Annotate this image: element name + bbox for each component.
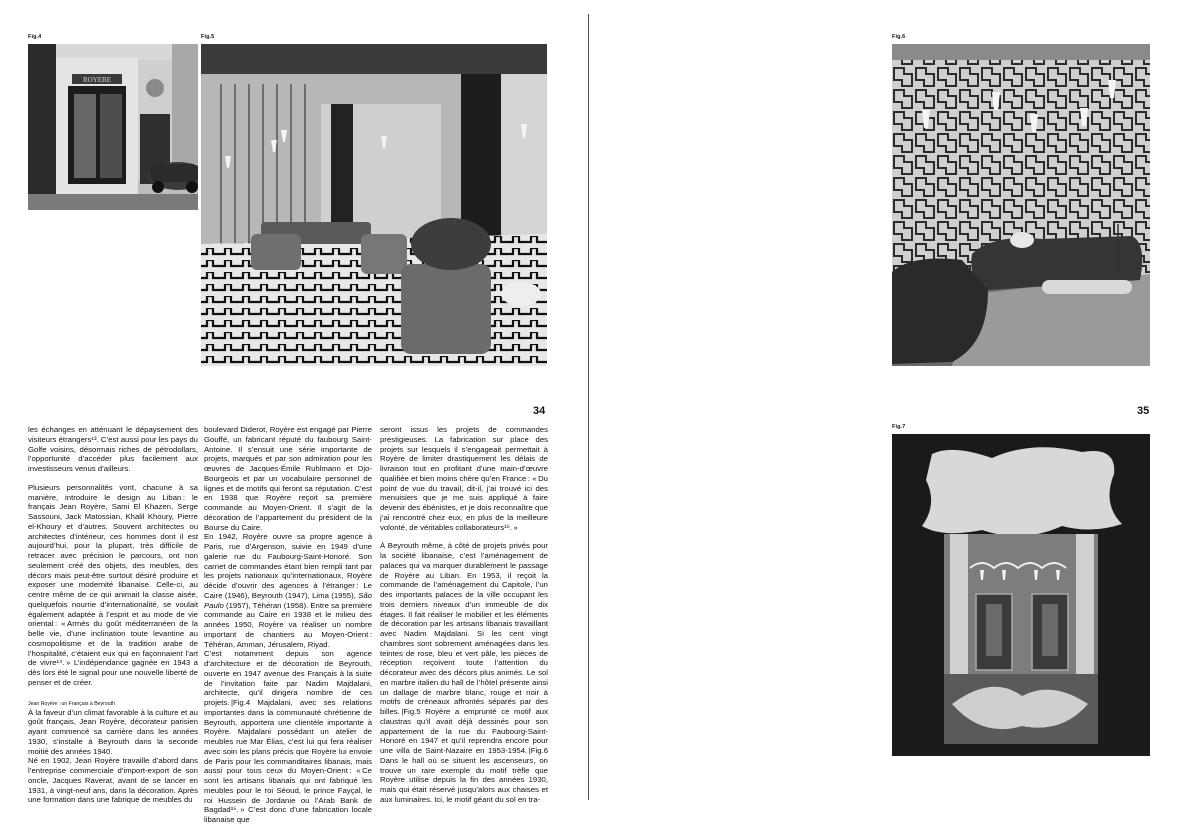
- fig6-lounge-photo: [892, 44, 1150, 366]
- fig4-label: Fig.4: [28, 34, 42, 40]
- text-column-2: [204, 425, 372, 825]
- col2-paragraph-2-start: En 1942, Royère ouvre sa propre agence à Paris, rue d’Argenson, suivie en 1949 d’une galerie rue du Faubourg-Saint-Honoré. Son carnet de commandes étant bien rempli tant par les projets nationaux qu’internationaux, Royère décide d’ouvrir des agences à l’étranger : Le Caire (1946), Beyrouth (1947), Lima (1955),: [204, 532, 372, 600]
- col1-paragraph-3: À la faveur d’un climat favorable à la culture et au goût français, Jean Royère, décorateur parisien ayant commencé sa carrière dans les années 1930, s’installe à Beyrouth dans la seconde moitié des années 1940.: [28, 707, 198, 756]
- book-spine: [588, 14, 589, 800]
- shop-sign-text: ROYERE: [83, 76, 111, 84]
- fig5-hotel-lobby-photo: [201, 44, 547, 366]
- fig7-elevator-hall-photo: [892, 434, 1150, 756]
- col2-paragraph-2: [204, 532, 372, 649]
- section-subheading: Jean Royère : un Français à Beyrouth: [28, 700, 115, 707]
- col3-paragraph-2: À Beyrouth même, à côté de projets privés pour la société libanaise, c’est l’aménagement de palaces qui va marquer durablement le passage de Royère au Liban. En 1953, il reçoit la commande de l’aménagement du Capitole, l’un des importants palaces de la ville occupant les trois derniers niveaux d’un immeuble de dix étages. Il fait réaliser le mobilier et les éléments de décoration par les artisans libanais travaillant avec Nadim Majdalani. Si les cent vingt chambres sont sobrement aménagées dans les teintes de rose, bleu et vert pâle, les pièces de réception reçoivent toute l’attention du décorateur avec des décors plus animés. Le sol en marbre italien du hall de l’hôtel présente ainsi un dallage de marbre blanc, rouge et noir à motifs de créneaux affrontés séparés par des billes. |Fig.5 Royère a emprunté ce motif aux claustras qu’il avait déjà dessinés pour son appartement de la rue du Faubourg-Saint-Honoré en 1947 et qu’il reprendra encore pour une villa de Saint-Nazaire en 1953-1954. |Fig.6 Dans le hall où se situent les ascenseurs, on trouve un rare exemple du motif trèfle que Royère utilise depuis la fin des années 1930, mais qui était réservé jusqu’alors aux chaises et aux luminaires. Ici, le motif géant du sol en tra-: [380, 541, 548, 804]
- col1-paragraph-1: les échanges en atténuant le dépaysement des visiteurs étrangers¹³. C’est aussi pour les pays du Golfe voisins, désormais riches de pétrodollars, l’opportunité d’accéder plus facilement aux investisseurs venus d’ailleurs.: [28, 425, 198, 473]
- col2-paragraph-1: boulevard Diderot, Royère est engagé par Pierre Gouffé, un fabricant réputé du faubourg Saint-Antoine. Il s’ensuit une série importante de projets, marqués et par son admiration pour les œuvres de Jacques-Émile Ruhlmann et Djo-Bourgeois et par un vocabulaire personnel de lignes et de motifs qui feront sa réputation. C’est en 1938 que Royère reçoit sa première commande au Moyen-Orient. Il s’agit de la décoration de l’appartement du président de la Bourse du Caire.: [204, 425, 372, 532]
- fig5-label: Fig.5: [201, 34, 215, 40]
- text-column-3: [380, 425, 548, 805]
- col2-paragraph-3: C’est notamment depuis son agence d’architecture et de décoration de Beyrouth, ouverte en 1947 avenue des Français à la suite de l’invitation faite par Nadim Majdalani, architecte, qu’il dirigera nombre de ces projets. |Fig.4 Majdalani, avec ses relations importantes dans la communauté chrétienne de Beyrouth, apportera une clientèle importante à Royère. Majdalani possédant un atelier de meubles rue Mar Élias, c’est lui qui fera réaliser avec soin les plans précis que Royère lui envoie de Paris pour les commanditaires libanais, mais aussi pour tous ceux du Moyen-Orient : « Ce sont les artisans libanais qui ont fabriqué les meubles pour le roi Séoud, le prince Fayçal, le roi Hussein de Jordanie ou l’Arab Bank de Bagdad¹⁵. » C’est donc d’une fabrication locale libanaise que: [204, 649, 372, 824]
- col1-paragraph-2: Plusieurs personnalités vont, chacune à sa manière, introduire le design au Liban : le français Jean Royère, Sami El Khazen, Serge Sassouni, Jack Matossian, Khalil Khoury, Pierre el-Khoury et d’autres. Souvent architectes ou architectes d’intérieur, ces hommes dont il est aujourd’hui, pour la plupart, très difficile de retracer avec précision le parcours, ont non seulement créé des objets, des meubles, des décors mais peut-être surtout désiré produire et exposer une modernité libanaise. Celle-ci, au centre même de ce qui animait la classe aisée, quelquefois nourrie d’internationalité, se voulait également adaptée à l’esprit et au mode de vie oriental : « Armés du goût méditerranéen de la belle vie, d’une inclination toute levantine au cosmopolitisme et de la tradition arabe de l’hospitalité, c’étaient eux qui en façonnaient l’art de vivre¹⁴. » L’indépendance gagnée en 1943 a dès lors été le signal pour une nouvelle liberté de penser et de créer.: [28, 482, 198, 687]
- col2-paragraph-2-end: (1957), Téhéran (1958). Entre sa première commande au Caire en 1938 et le milieu des années 1950, Royère va réaliser un nombre important de chantiers au Moyen-Orient : Téhéran, Amman, Jérusalem, Riyad.: [204, 600, 372, 649]
- col3-paragraph-1: seront issus les projets de commandes prestigieuses. La fabrication sur place des projets sur lesquels il s’engageait permettait à Royère de limiter drastiquement les délais de livraison tout en profitant d’une main-d’œuvre qualifiée et bien moins chère qu’en France : « Du point de vue du travail, dit-il, j’ai trouvé ici des menuisiers que je me suis appliqué à faire devenir des ébénistes, et je dois reconnaître que j’ai rencontré chez eux, en plus de la meilleure volonté, de véritables collaborateurs¹⁶. »: [380, 425, 548, 532]
- fig4-shopfront-photo: [28, 44, 198, 210]
- fig6-label: Fig.6: [892, 34, 906, 40]
- col1-paragraph-4: Né en 1902, Jean Royère travaille d’abord dans l’entreprise commerciale d’import-export de son oncle, Jacques Raverat, avant de se lancer en 1931, à vingt-neuf ans, dans la décoration. Après une formation dans une fabrique de meubles du: [28, 756, 198, 805]
- text-column-1: [28, 425, 198, 805]
- page-number-left: 34: [533, 405, 546, 417]
- page-number-right: 35: [1137, 405, 1150, 417]
- col2-italic-sao-paulo: São Paulo: [204, 590, 372, 610]
- fig7-label: Fig.7: [892, 424, 906, 430]
